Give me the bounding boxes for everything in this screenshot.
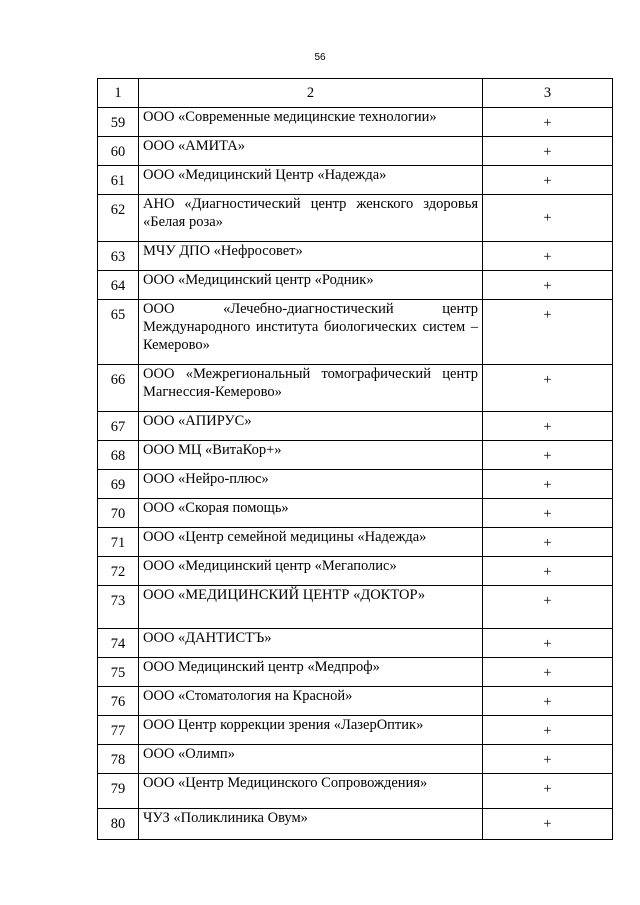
row-number: 63 bbox=[98, 242, 139, 271]
organization-name: ООО Медицинский центр «Медпроф» bbox=[139, 658, 483, 687]
row-number: 71 bbox=[98, 528, 139, 557]
organizations-table bbox=[97, 78, 613, 840]
row-mark: + bbox=[483, 687, 613, 716]
organization-name: ООО «ДАНТИСТЪ» bbox=[139, 629, 483, 658]
row-number: 70 bbox=[98, 499, 139, 528]
row-mark: + bbox=[483, 108, 613, 137]
column-header-3: 3 bbox=[483, 79, 613, 108]
row-mark: + bbox=[483, 809, 613, 840]
organization-name: ООО «Медицинский центр «Мегаполис» bbox=[139, 557, 483, 586]
table-row bbox=[98, 629, 613, 658]
organization-name: ООО «Межрегиональный томографический центр Магнессия-Кемерово» bbox=[139, 365, 483, 412]
table-row bbox=[98, 586, 613, 629]
table-row bbox=[98, 809, 613, 840]
organization-name: АНО «Диагностический центр женского здоровья «Белая роза» bbox=[139, 195, 483, 242]
organization-name: ООО «Медицинский центр «Родник» bbox=[139, 271, 483, 300]
row-number: 76 bbox=[98, 687, 139, 716]
organization-name: ООО «Лечебно-диагностический центр Международного института биологических систем – Кемерово» bbox=[139, 300, 483, 365]
row-number: 66 bbox=[98, 365, 139, 412]
row-mark: + bbox=[483, 300, 613, 365]
row-mark: + bbox=[483, 629, 613, 658]
table-row bbox=[98, 365, 613, 412]
row-mark: + bbox=[483, 195, 613, 242]
row-number: 77 bbox=[98, 716, 139, 745]
organization-name: ООО «МЕДИЦИНСКИЙ ЦЕНТР «ДОКТОР» bbox=[139, 586, 483, 629]
row-mark: + bbox=[483, 499, 613, 528]
table-row bbox=[98, 716, 613, 745]
table-header-row bbox=[98, 79, 613, 108]
organization-name: ООО «Центр семейной медицины «Надежда» bbox=[139, 528, 483, 557]
row-number: 80 bbox=[98, 809, 139, 840]
column-header-2: 2 bbox=[139, 79, 483, 108]
table-row bbox=[98, 300, 613, 365]
table-row bbox=[98, 470, 613, 499]
row-mark: + bbox=[483, 586, 613, 629]
page-number: 56 bbox=[314, 52, 326, 63]
row-number: 72 bbox=[98, 557, 139, 586]
row-mark: + bbox=[483, 271, 613, 300]
row-mark: + bbox=[483, 365, 613, 412]
table-row bbox=[98, 441, 613, 470]
row-number: 64 bbox=[98, 271, 139, 300]
row-number: 62 bbox=[98, 195, 139, 242]
row-number: 65 bbox=[98, 300, 139, 365]
table-row bbox=[98, 499, 613, 528]
table-row bbox=[98, 687, 613, 716]
row-mark: + bbox=[483, 716, 613, 745]
row-mark: + bbox=[483, 528, 613, 557]
row-mark: + bbox=[483, 137, 613, 166]
organization-name: ООО «Олимп» bbox=[139, 745, 483, 774]
row-mark: + bbox=[483, 745, 613, 774]
organization-name: ООО «АМИТА» bbox=[139, 137, 483, 166]
organization-name: ООО «Скорая помощь» bbox=[139, 499, 483, 528]
organization-name: ООО «АПИРУС» bbox=[139, 412, 483, 441]
row-number: 73 bbox=[98, 586, 139, 629]
row-number: 61 bbox=[98, 166, 139, 195]
row-mark: + bbox=[483, 557, 613, 586]
table-row bbox=[98, 137, 613, 166]
column-header-1: 1 bbox=[98, 79, 139, 108]
organization-name: ООО «Стоматология на Красной» bbox=[139, 687, 483, 716]
table-row bbox=[98, 271, 613, 300]
row-number: 75 bbox=[98, 658, 139, 687]
table-row bbox=[98, 557, 613, 586]
row-number: 59 bbox=[98, 108, 139, 137]
row-mark: + bbox=[483, 166, 613, 195]
organization-name: ООО «Нейро-плюс» bbox=[139, 470, 483, 499]
table-row bbox=[98, 658, 613, 687]
row-number: 60 bbox=[98, 137, 139, 166]
row-number: 79 bbox=[98, 774, 139, 809]
organization-name: МЧУ ДПО «Нефросовет» bbox=[139, 242, 483, 271]
organization-name: ООО Центр коррекции зрения «ЛазерОптик» bbox=[139, 716, 483, 745]
table-row bbox=[98, 242, 613, 271]
table-row bbox=[98, 166, 613, 195]
row-number: 67 bbox=[98, 412, 139, 441]
organization-name: ЧУЗ «Поликлиника Овум» bbox=[139, 809, 483, 840]
row-number: 69 bbox=[98, 470, 139, 499]
table-row bbox=[98, 195, 613, 242]
row-mark: + bbox=[483, 242, 613, 271]
table-row bbox=[98, 412, 613, 441]
row-mark: + bbox=[483, 774, 613, 809]
organization-name: ООО «Медицинский Центр «Надежда» bbox=[139, 166, 483, 195]
row-number: 78 bbox=[98, 745, 139, 774]
row-mark: + bbox=[483, 412, 613, 441]
table-row bbox=[98, 745, 613, 774]
row-number: 68 bbox=[98, 441, 139, 470]
organization-name: ООО «Центр Медицинского Сопровождения» bbox=[139, 774, 483, 809]
row-mark: + bbox=[483, 658, 613, 687]
row-number: 74 bbox=[98, 629, 139, 658]
organization-name: ООО МЦ «ВитаКор+» bbox=[139, 441, 483, 470]
table-row bbox=[98, 108, 613, 137]
row-mark: + bbox=[483, 441, 613, 470]
organization-name: ООО «Современные медицинские технологии» bbox=[139, 108, 483, 137]
table-row bbox=[98, 774, 613, 809]
row-mark: + bbox=[483, 470, 613, 499]
table-row bbox=[98, 528, 613, 557]
